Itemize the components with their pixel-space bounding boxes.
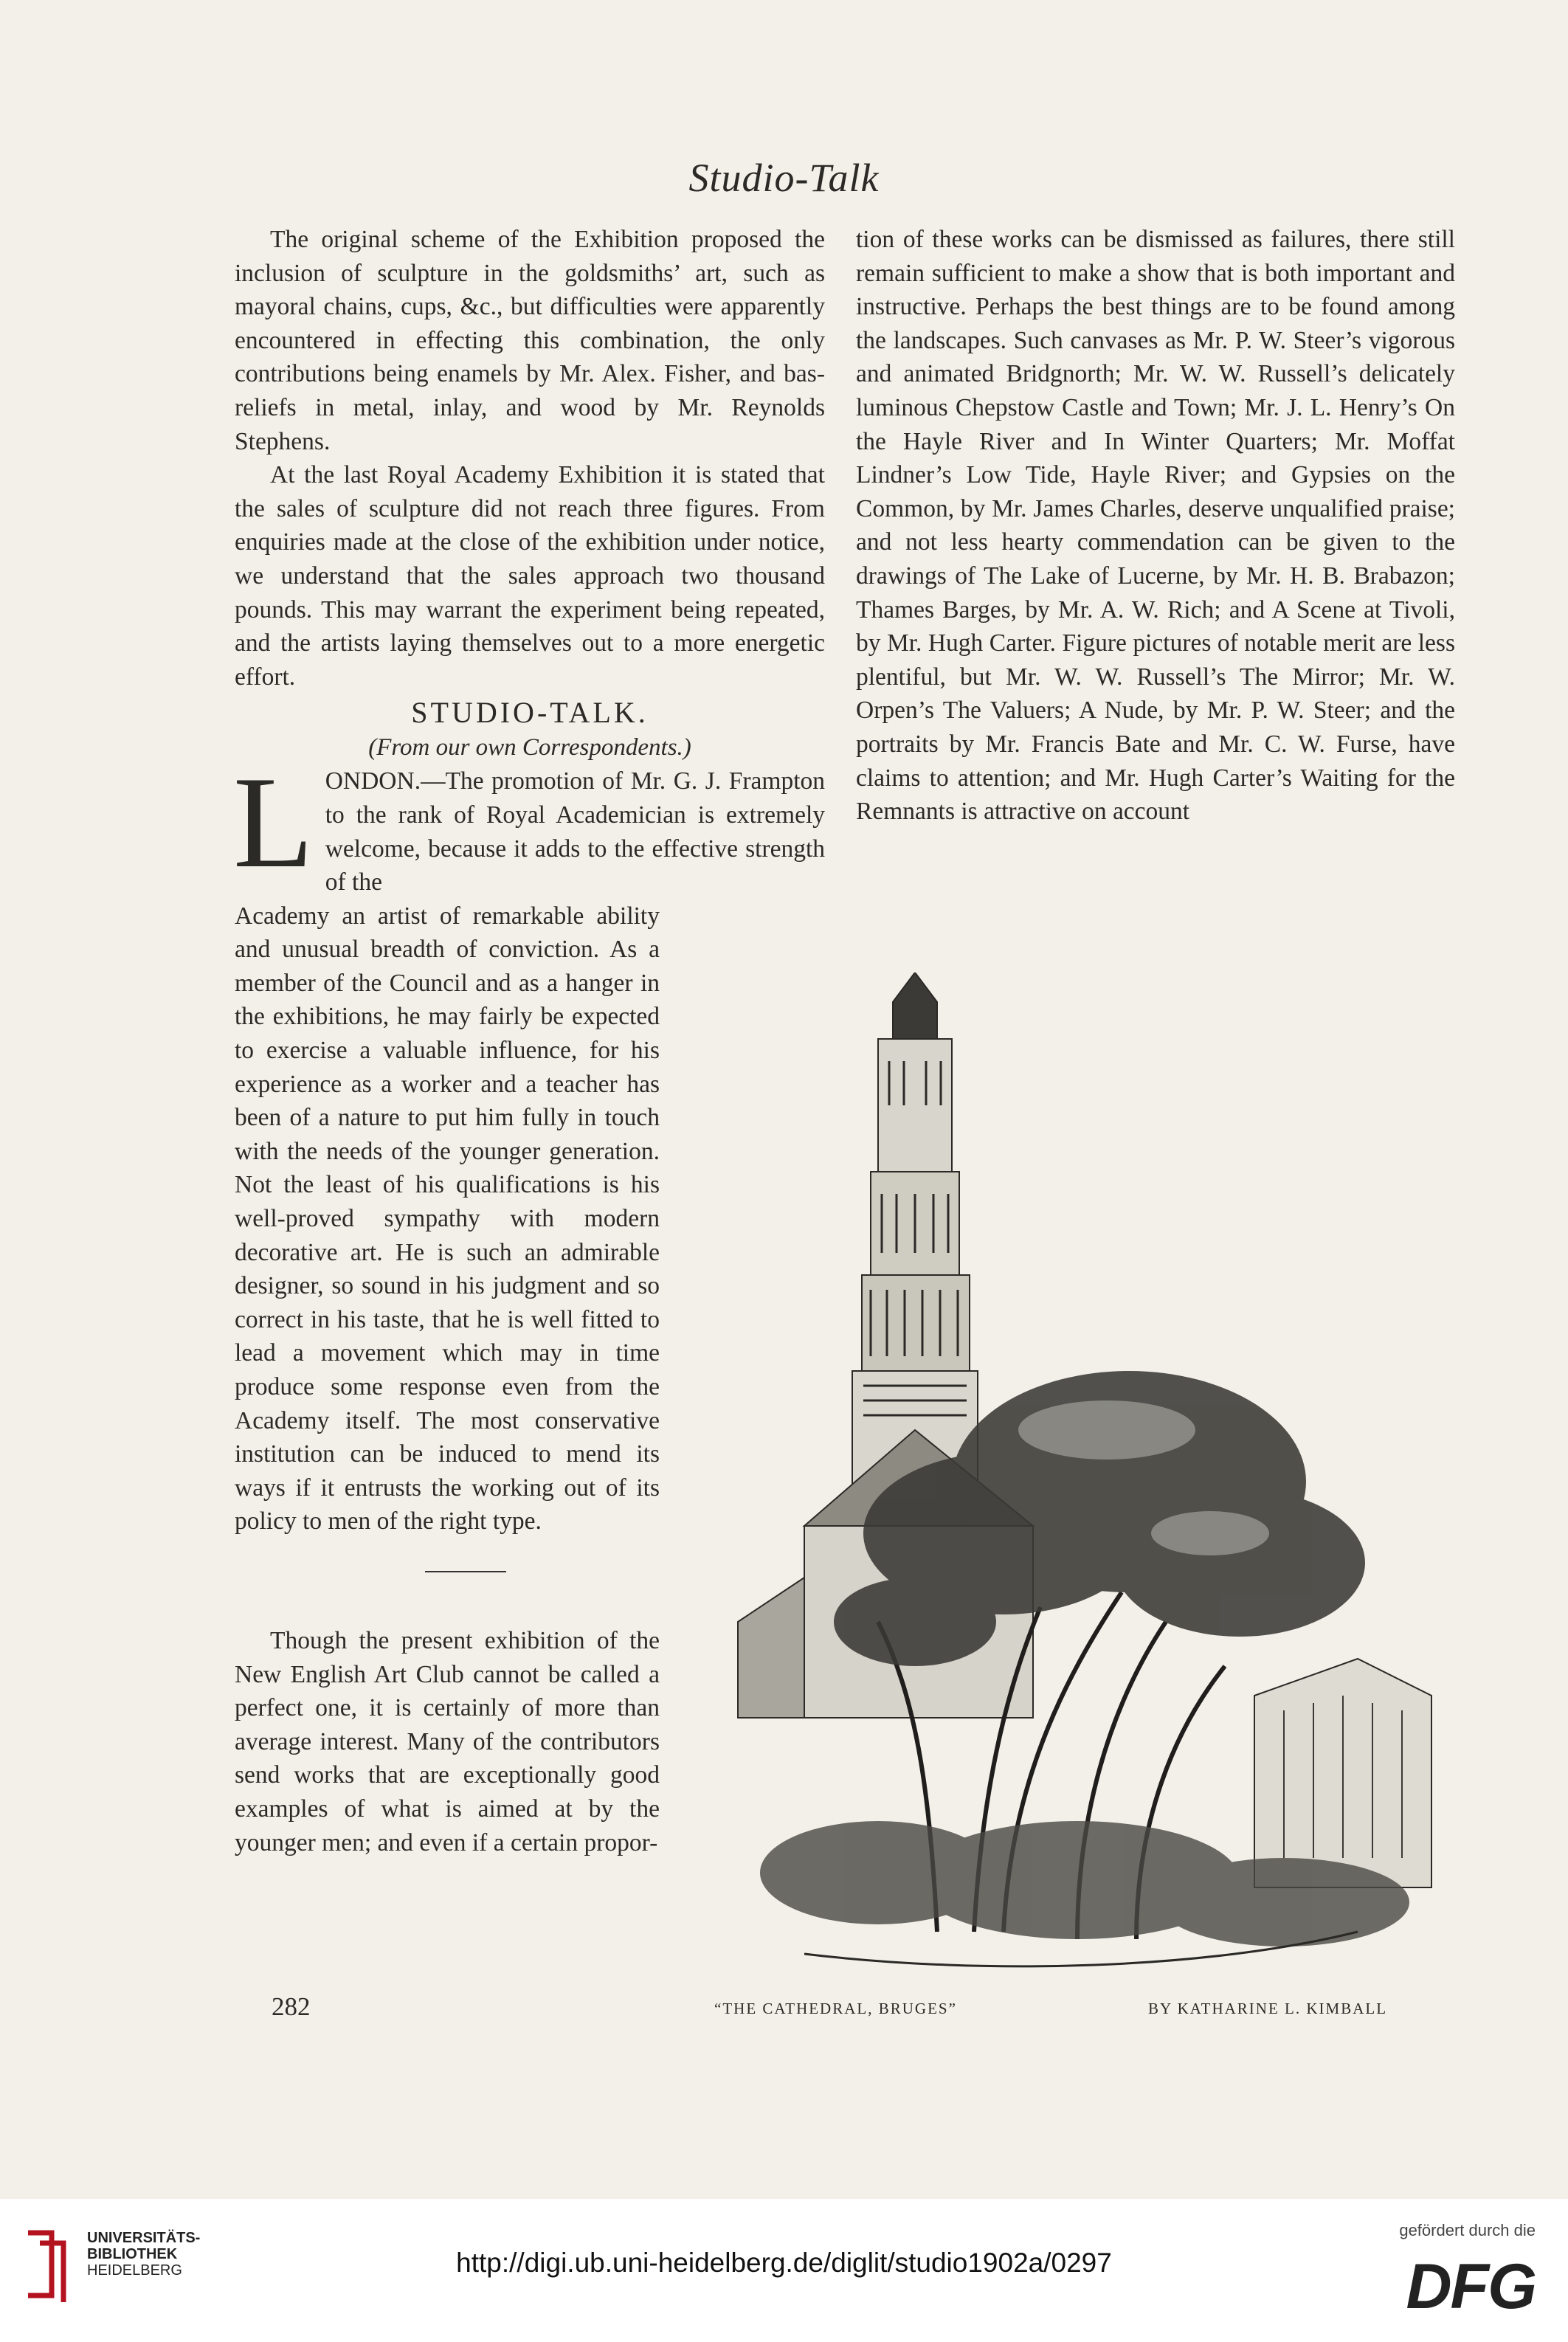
permalink-url[interactable]: http://digi.ub.uni-heidelberg.de/diglit/studio1902a/0297 bbox=[456, 2248, 1112, 2278]
cathedral-drawing bbox=[694, 973, 1439, 1998]
digitization-footer bbox=[0, 2199, 1568, 2342]
paragraph-exhibition-scheme: The original scheme of the Exhibition proposed the inclusion of sculpture in the goldsmiths’ art, such as mayoral chains, cups, &c., but difficulties were apparently encountered in effecting this combination, the only contributions being enamels by Mr. Alex. Fisher, and bas-reliefs in metal, inlay, and wood by Mr. Reynolds Stephens. bbox=[235, 226, 825, 455]
paragraph-exhibition-review: tion of these works can be dismissed as failures, there still remain sufficient to make a show that is both important and instructive. Perhaps the best things are to be found among the landscapes. Such canvases as Mr. P. W. Steer’s vigorous and animated Bridgnorth; Mr. W. W. Russell’s delicately luminous Chepstow Castle and Town; Mr. J. L. Henry’s On the Hayle River and In Winter Quarters; Mr. Moffat Lindner’s Low Tide, Hayle River; and Gypsies on the Common, by Mr. James Charles, deserve unqualified praise; and not less hearty commendation can be given to the drawings of The Lake of Lucerne, by Mr. H. B. Brabazon; Thames Barges, by Mr. A. W. Rich; and A Scene at Tivoli, by Mr. Hugh Carter. Figure pictures of notable merit are less plentiful, but Mr. W. W. Russell’s The Mirror; Mr. W. Orpen’s The Valuers; A Nude, by Mr. P. W. Steer; and the portraits by Mr. Francis Bate and Mr. C. W. Furse, have claims to attention; and Mr. Hugh Carter’s Waiting for the Remnants is attractive on account bbox=[856, 226, 1455, 826]
drop-cap: L bbox=[233, 749, 314, 896]
dfg-logo: DFG bbox=[1406, 2251, 1536, 2322]
cathedral-illustration bbox=[694, 973, 1439, 1998]
paragraph-london-lead: ONDON.—The promotion of Mr. G. J. Frampton to the rank of Royal Academician is extremely welcome, because it adds to the effective strength of the bbox=[325, 767, 825, 897]
running-head: Studio-Talk bbox=[688, 156, 880, 200]
paragraph-frampton: Academy an artist of remarkable ability and unusual breadth of conviction. As a member of the Council and as a hanger in the exhibitions, he may fairly be expected to exercise a valuable influence, for his experience as a worker and a teacher has been of a nature to put him fully in touch with the needs of the younger generation. Not the least of his qualifications is his well-proved sympathy with modern decorative art. He is such an admirable designer, so sound in his judgment and so correct in his taste, that he is well fitted to lead a movement which may in time produce some response even from the Academy itself. The most conservative institution can be induced to mend its ways if it entrusts the working out of its policy to men of the right type. bbox=[235, 902, 660, 1536]
library-name-line3: HEIDELBERG bbox=[87, 2262, 182, 2279]
library-name-line1: UNIVERSITÄTS- bbox=[87, 2230, 201, 2246]
library-name-line2: BIBLIOTHEK bbox=[87, 2246, 178, 2262]
section-divider bbox=[425, 1571, 506, 1572]
london-paragraph bbox=[233, 749, 825, 899]
right-column bbox=[856, 223, 1455, 829]
section-subtitle: (From our own Correspondents.) bbox=[368, 734, 691, 761]
figure-caption-credit: BY KATHARINE L. KIMBALL bbox=[1148, 2000, 1388, 2017]
paragraph-sculpture-sales: At the last Royal Academy Exhibition it is stated that the sales of sculpture did not reach three figures. From enquiries made at the close of the exhibition under notice, we understand that the sales approach two thousand pounds. This may warrant the experiment being repeated, and the artists laying themselves out to a more energetic effort. bbox=[235, 461, 825, 691]
section-title: STUDIO-TALK. bbox=[411, 696, 649, 730]
funding-note: gefördert durch die bbox=[1399, 2221, 1536, 2239]
paragraph-new-english-art-club: Though the present exhibition of the New English Art Club cannot be called a perfect one, it is certainly of more than average interest. Many of the contributors send works that are exceptionally good examples of what is aimed at by the younger men; and even if a certain propor- bbox=[235, 1626, 660, 1856]
page-number: 282 bbox=[272, 1992, 311, 2021]
figure-caption-title: “THE CATHEDRAL, BRUGES” bbox=[714, 2000, 957, 2017]
tower-spire bbox=[893, 973, 937, 1039]
